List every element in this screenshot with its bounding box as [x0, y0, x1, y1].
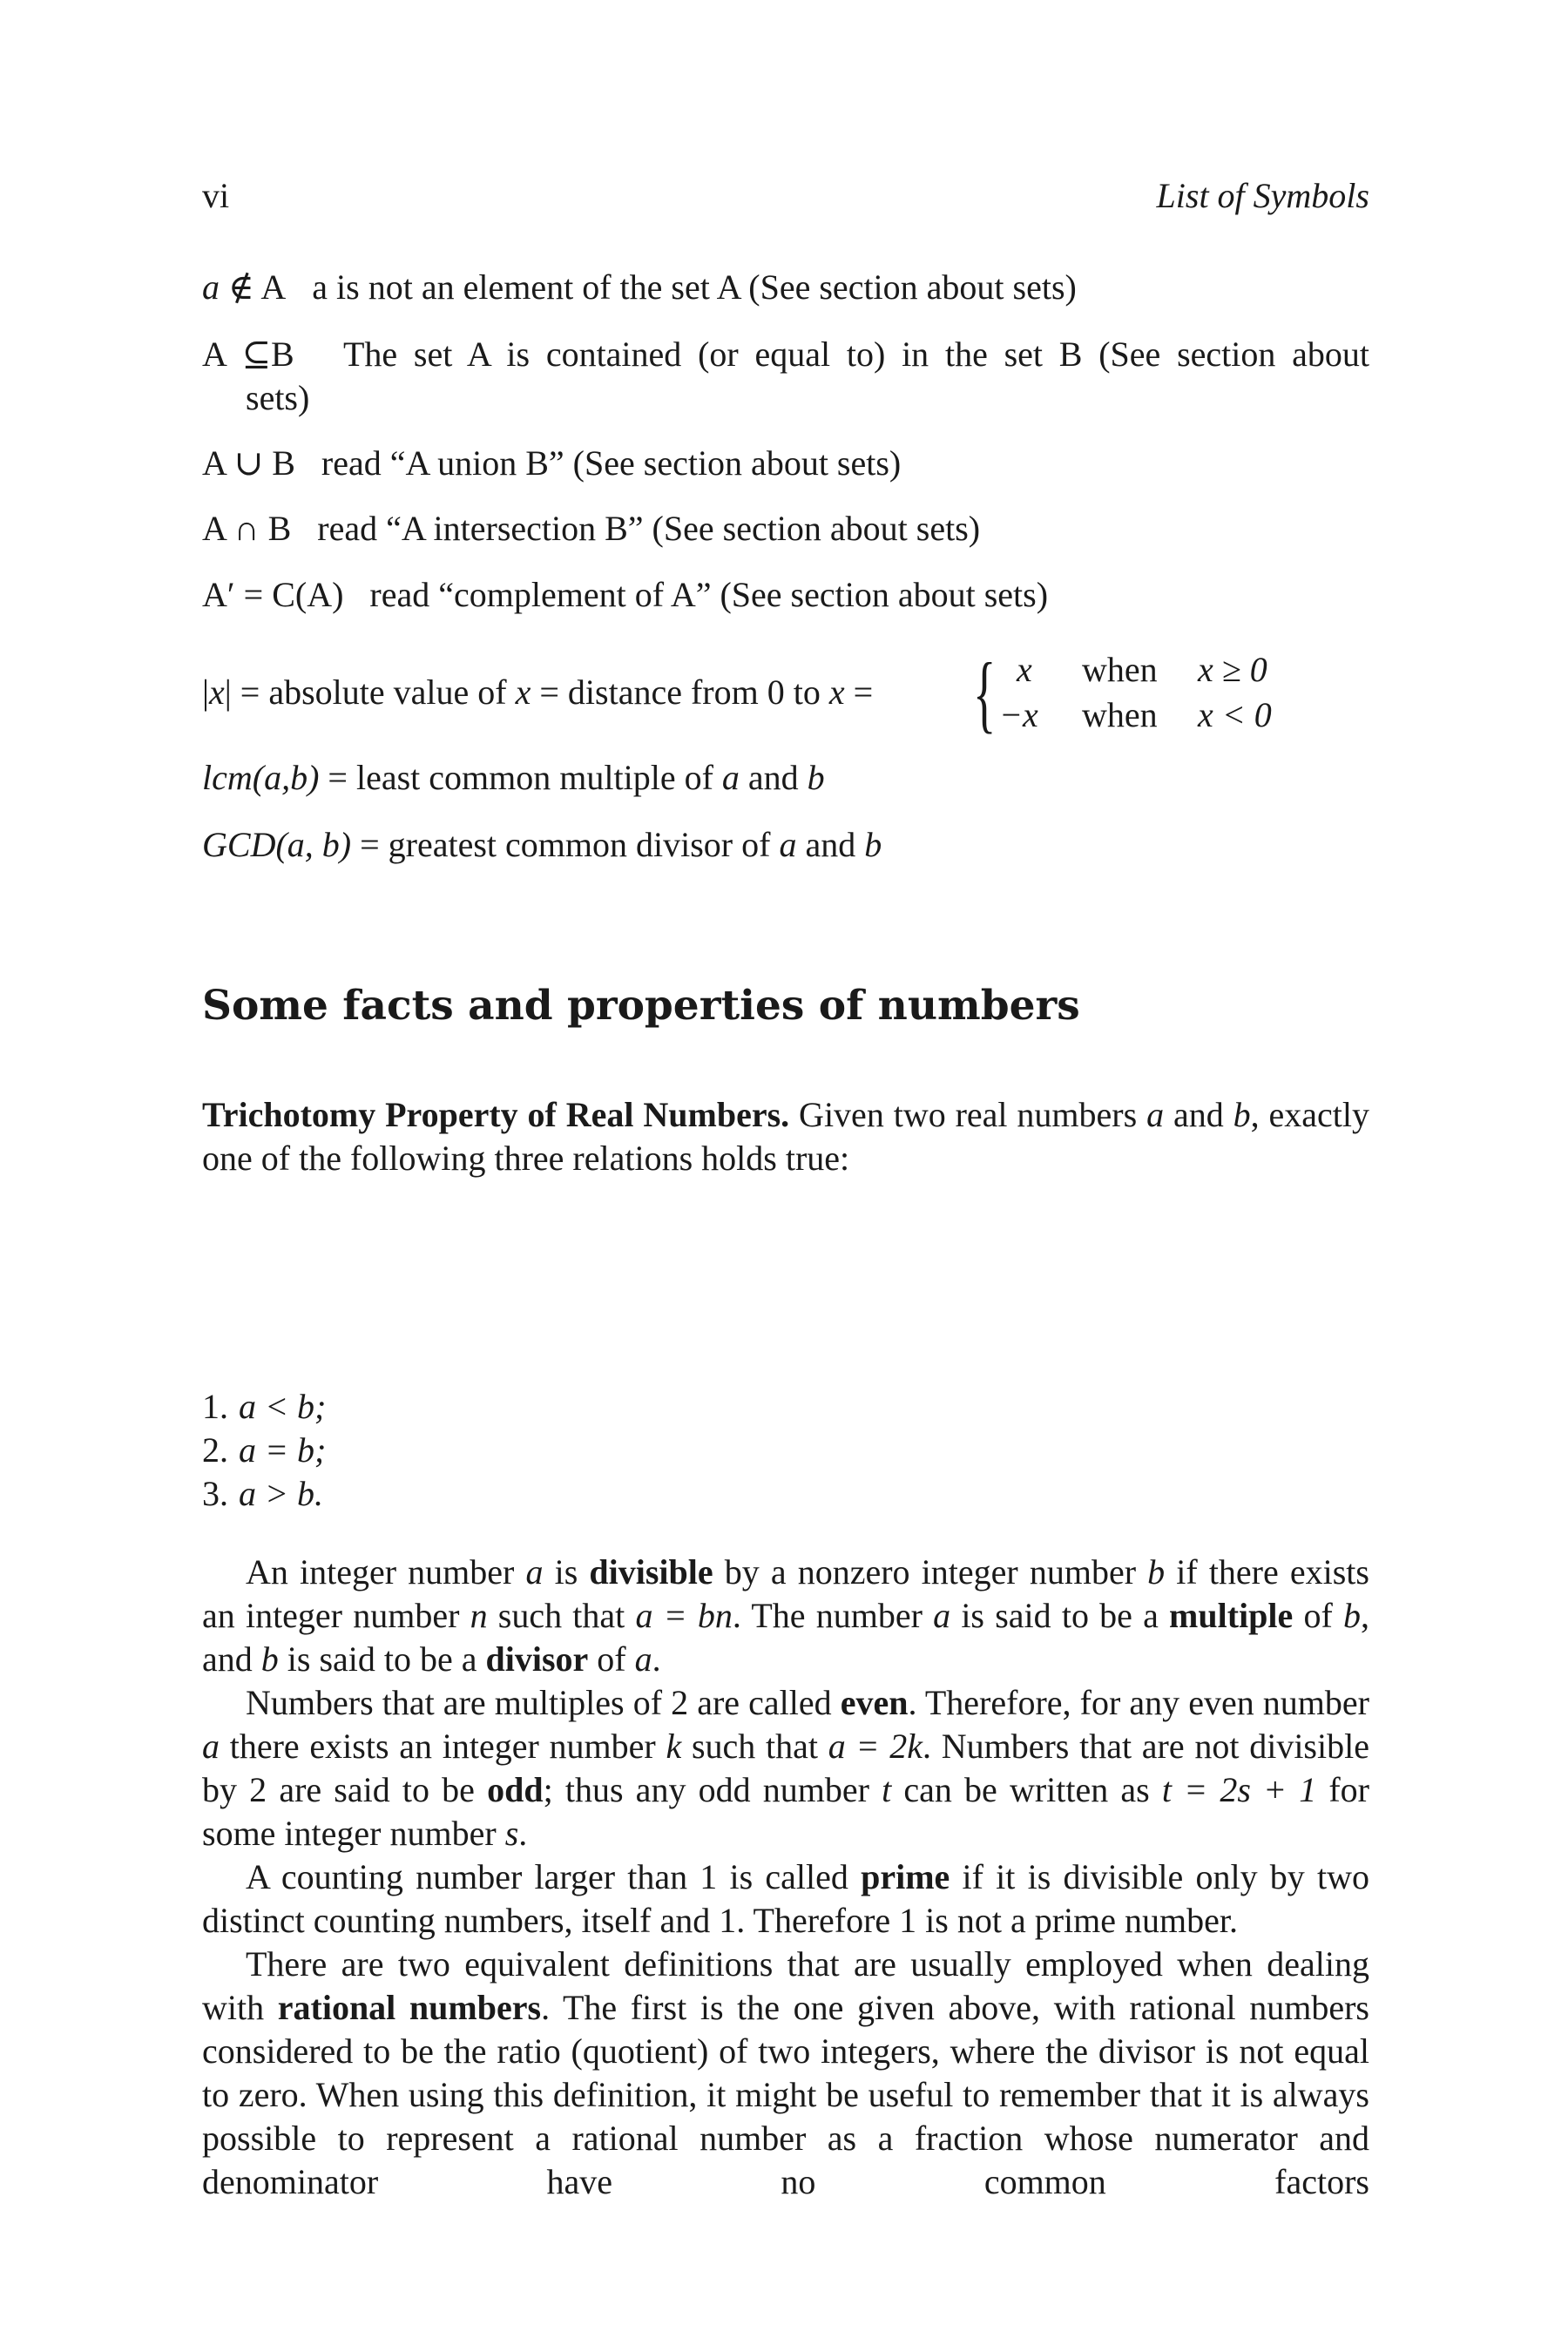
math-expr: t: [882, 1770, 892, 1809]
text: . The first is the one given above, with rational numbers considered to be the ratio (quotient) of two integers, where the divisor is not equal to zero. When using this definition, it might be useful to remember that it is always possible to represent a rational number as a fraction whose numerator and denominator have no common factors: [202, 1988, 1369, 2201]
symbol-absolute-value: [202, 645, 1369, 740]
text: .: [652, 1639, 661, 1679]
symbol-key: lcm(a,b): [202, 758, 320, 797]
case1-value: x: [1017, 650, 1032, 689]
math-expr: s: [504, 1814, 519, 1853]
math-expr: a = 2k: [828, 1727, 923, 1766]
absolute-value-definition: [202, 671, 873, 714]
text: for some integer number: [202, 1770, 1370, 1853]
math-expr: a: [634, 1639, 652, 1679]
relation-expr: a < b;: [239, 1387, 327, 1426]
var-a: a: [779, 825, 797, 864]
var-b: b: [864, 825, 882, 864]
math-expr: b: [1147, 1552, 1166, 1592]
var-b: b: [807, 758, 825, 797]
page-number: vi: [202, 176, 230, 215]
text: , exactly one of the following three relations holds true:: [202, 1095, 1370, 1178]
relation-number: 3.: [202, 1474, 228, 1513]
abs-text-2: = distance from 0 to: [531, 672, 829, 712]
symbol-desc: read “A intersection B” (See section about sets): [317, 509, 981, 548]
text: by a nonzero integer number: [713, 1552, 1148, 1592]
text: . Numbers that are not divisible by 2 are said to be: [202, 1727, 1369, 1809]
symbol-subset: [202, 333, 1369, 420]
symbol-desc: = greatest common divisor of: [351, 825, 780, 864]
symbol-desc: The set A is contained (or equal to) in the set B (See section about: [342, 335, 1370, 374]
case2-condition: x < 0: [1198, 695, 1272, 734]
text: of: [588, 1639, 635, 1679]
symbol-complement: [202, 573, 1369, 617]
text: Numbers that are multiples of 2 are called: [246, 1683, 841, 1722]
text: . Therefore, for any even number: [908, 1683, 1369, 1722]
text: is said to be a: [278, 1639, 486, 1679]
text: if it is divisible only by two distinct counting numbers, itself and 1. Therefore 1 is not a prime number.: [202, 1857, 1369, 1940]
math-expr: a: [933, 1596, 951, 1635]
text: of: [1293, 1596, 1343, 1635]
page-content: [202, 174, 1370, 2201]
math-expr: t = 2s + 1: [1161, 1770, 1317, 1809]
running-title: List of Symbols: [1156, 176, 1369, 215]
text: there exists an integer number: [220, 1727, 666, 1766]
relation-item: [202, 1385, 326, 1429]
math-expr: n: [470, 1596, 488, 1635]
math-expr: b: [1343, 1596, 1361, 1635]
conj: and: [796, 825, 865, 864]
abs-var: x: [828, 672, 845, 712]
symbol-key: A ∪ B: [202, 443, 295, 483]
case2-value: −x: [999, 695, 1038, 734]
text: if there exists an integer number: [202, 1552, 1369, 1635]
paragraph-rational: [202, 1943, 1369, 2204]
symbol-lcm: [202, 756, 1369, 800]
math-expr: k: [666, 1727, 682, 1766]
text: .: [518, 1814, 528, 1853]
text: An integer number: [246, 1552, 526, 1592]
text: such that: [487, 1596, 636, 1635]
symbol-desc: read “A union B” (See section about sets): [321, 443, 902, 483]
symbol-desc-cont: sets): [246, 378, 310, 417]
text: . The number: [732, 1596, 934, 1635]
abs-text-3: =: [844, 672, 874, 712]
text: A counting number larger than 1 is called: [246, 1857, 862, 1896]
relation-item: [202, 1429, 326, 1472]
case1-condition: x ≥ 0: [1198, 650, 1267, 689]
relation-number: 1.: [202, 1387, 228, 1426]
paragraph-prime: [202, 1855, 1369, 1943]
abs-var: x: [515, 672, 531, 712]
symbol-key: A ∩ B: [202, 509, 292, 548]
symbol-key: A ⊆B: [202, 335, 294, 374]
trichotomy-paragraph: [202, 1093, 1369, 1180]
var-a: a: [1146, 1095, 1165, 1134]
text: ; thus any odd number: [543, 1770, 882, 1809]
paragraph-divisible: [202, 1551, 1369, 1681]
text: can be written as: [891, 1770, 1162, 1809]
trichotomy-title: Trichotomy Property of Real Numbers.: [202, 1095, 790, 1134]
symbol-not-element: [202, 266, 1369, 309]
conj: and: [739, 758, 808, 797]
relation-number: 2.: [202, 1430, 228, 1470]
abs-var: x: [209, 672, 225, 712]
bold-term: multiple: [1169, 1596, 1294, 1635]
body-paragraphs: [202, 1551, 1369, 2204]
cases-brace: {: [973, 645, 997, 741]
text: Given two real numbers: [789, 1095, 1147, 1134]
abs-bar-left: |: [202, 672, 210, 712]
math-expr: a = bn: [635, 1596, 733, 1635]
paragraph-even-odd: [202, 1681, 1369, 1855]
relations-list: [202, 1385, 326, 1516]
math-expr: a: [202, 1727, 220, 1766]
case1-when: when: [1082, 650, 1158, 689]
abs-text-1: | = absolute value of: [224, 672, 516, 712]
bold-term: divisor: [485, 1639, 589, 1679]
bold-term: rational numbers: [277, 1988, 542, 2027]
symbol-desc: a is not an element of the set A (See section about sets): [312, 267, 1077, 307]
var-b: b: [1233, 1095, 1251, 1134]
math-expr: b: [260, 1639, 279, 1679]
symbol-intersection: [202, 507, 1369, 551]
symbol-key-a: a: [202, 267, 220, 307]
relation-item: [202, 1472, 326, 1516]
text: , and: [202, 1596, 1369, 1679]
text: is said to be a: [950, 1596, 1170, 1635]
symbol-union: [202, 442, 1369, 485]
symbol-key: [202, 267, 286, 307]
bold-term: divisible: [589, 1552, 713, 1592]
bold-term: even: [840, 1683, 909, 1722]
var-a: a: [721, 758, 740, 797]
symbol-desc: read “complement of A” (See section about sets): [369, 575, 1049, 614]
math-expr: a: [525, 1552, 544, 1592]
relation-expr: a > b.: [239, 1474, 323, 1513]
text: is: [543, 1552, 590, 1592]
bold-term: odd: [487, 1770, 544, 1809]
bold-term: prime: [861, 1857, 950, 1896]
text: There are two equivalent definitions that are usually employed when dealing with: [202, 1944, 1369, 2027]
symbol-key: GCD(a, b): [202, 825, 352, 864]
symbol-key-op: ∉ A: [220, 267, 287, 307]
symbol-gcd: [202, 823, 1369, 867]
conj: and: [1164, 1095, 1233, 1134]
page-header: [202, 174, 1369, 223]
symbol-key: A′ = C(A): [202, 575, 344, 614]
case2-when: when: [1082, 695, 1158, 734]
section-title: Some facts and properties of numbers: [202, 982, 1080, 1030]
relation-expr: a = b;: [239, 1430, 327, 1470]
symbol-desc: = least common multiple of: [319, 758, 722, 797]
text: such that: [681, 1727, 828, 1766]
